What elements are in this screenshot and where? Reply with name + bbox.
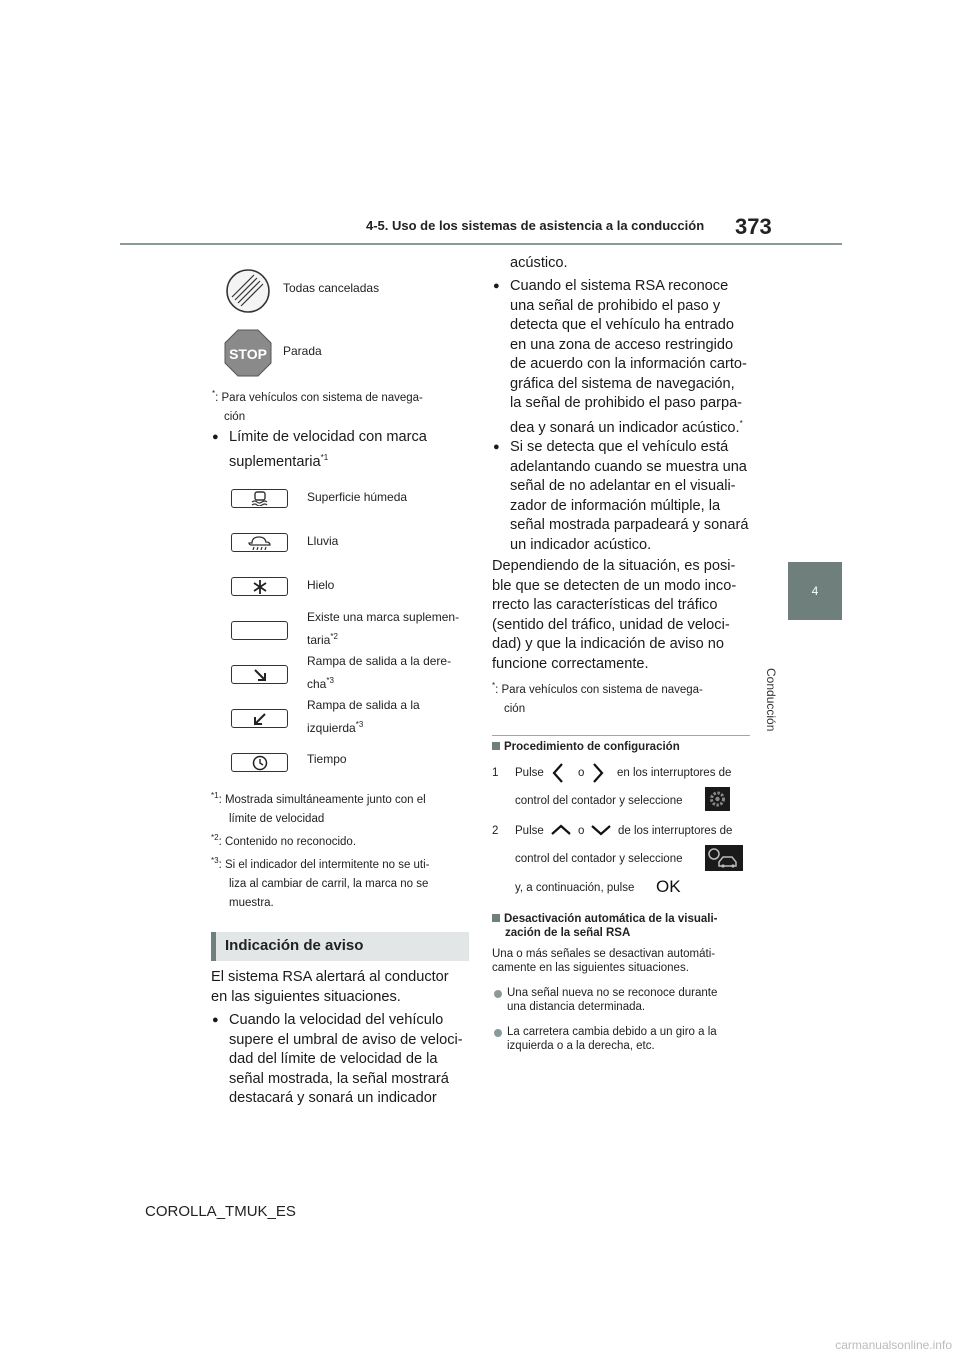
- chevron-down-icon: [590, 824, 612, 836]
- deactivation-heading: Desactivación automática de la visuali- zación de la señal RSA: [492, 912, 717, 940]
- sign-label: Parada: [283, 344, 322, 358]
- supp-sign-label: Rampa de salida a la izquierda$^{*3}$: [307, 698, 420, 735]
- step-1-line-1: 1 Pulse o en los interruptores de: [492, 764, 752, 784]
- chapter-tab: [788, 562, 842, 620]
- footnote-nav: *: Para vehículos con sistema de navega- ción: [212, 389, 423, 423]
- supp-sign-label: Lluvia: [307, 534, 339, 548]
- procedure-heading: Procedimiento de configuración: [492, 740, 680, 754]
- bullet-supplementary: ● Límite de velocidad con marca suplementaria$^{*1}$: [212, 429, 427, 470]
- arrow-down-left-icon: [231, 709, 288, 728]
- list-bullet: [494, 1029, 502, 1037]
- chevron-up-icon: [550, 824, 572, 836]
- deactivation-item: Una señal nueva no se reconoce durante una distancia determinada.: [507, 987, 718, 1013]
- continued-text: acústico.: [510, 255, 568, 271]
- supp-sign-label: Hielo: [307, 578, 335, 592]
- divider: [492, 735, 750, 736]
- step-2-line-2: control del contador y seleccione: [515, 853, 683, 865]
- deactivation-intro: Una o más señales se desactivan automáti- camente en las siguientes situaciones.: [492, 948, 716, 974]
- stop-sign-icon: [224, 329, 272, 377]
- intro-paragraph: El sistema RSA alertará al conductor en las siguientes situaciones.: [211, 969, 449, 1005]
- sign-label: Todas canceladas: [283, 281, 380, 295]
- snowflake-icon: [231, 577, 288, 596]
- chevron-left-icon: [552, 762, 564, 784]
- bullet-overtake: ● Si se detecta que el vehículo está adelantando cuando se muestra una señal de no adelantar en el visuali- zador de información múltiple, la señal mostrada parpadeará y sonará un indicador acústico.: [493, 439, 749, 553]
- section-title: 4-5. Uso de los sistemas de asistencia a la conducción: [366, 218, 705, 233]
- bullet-speed-warning: ● Cuando la velocidad del vehículo supere el umbral de aviso de veloci- dad del límite de velocidad de la señal mostrada, la señal mostrará destacará y sonará un indicador: [212, 1012, 463, 1106]
- arrow-down-right-icon: [231, 665, 288, 684]
- supp-sign-label: Superficie húmeda: [307, 490, 408, 504]
- footnote-1: $^{*1}$: Mostrada simultáneamente junto con el límite de velocidad: [211, 791, 426, 825]
- supp-sign-label: Rampa de salida a la dere- cha$^{*3}$: [307, 654, 452, 691]
- footnote-nav-right: *: Para vehículos con sistema de navega- ción: [492, 681, 703, 715]
- step-2-line-3: y, a continuación, pulse: [515, 882, 635, 894]
- deactivation-item: La carretera cambia debido a un giro a la izquierda o a la derecha, etc.: [507, 1026, 717, 1052]
- blank-plate-icon: [231, 621, 288, 640]
- watermark: carmanualsonline.info: [835, 1338, 952, 1352]
- header-rule: [120, 243, 842, 245]
- step-2-line-1: 2 Pulse o de los interruptores de: [492, 825, 733, 837]
- supp-sign-label: Tiempo: [307, 752, 347, 766]
- all-canceled-sign-icon: [225, 268, 271, 314]
- page-number: 373: [735, 214, 772, 239]
- step-1-line-2: control del contador y seleccione: [515, 795, 683, 807]
- ok-button-icon: OK: [656, 877, 681, 896]
- wet-road-icon: [231, 489, 288, 508]
- list-bullet: [494, 990, 502, 998]
- model-code: COROLLA_TMUK_ES: [145, 1203, 296, 1220]
- footnote-2: $^{*2}$: Contenido no reconocido.: [211, 833, 357, 848]
- section-heading: Indicación de aviso: [211, 932, 469, 961]
- supp-sign-label: Existe una marca suplemen- taria$^{*2}$: [307, 610, 460, 647]
- detection-paragraph: Dependiendo de la situación, es posi- ble que se detecten de un modo inco- rrecto las características del tráfico (sentido del tráfico, unidad de veloci- dad) y que la indicación de aviso no funcione correctamente.: [492, 558, 737, 672]
- rsa-car-icon: [705, 845, 743, 871]
- bullet-no-entry: ● Cuando el sistema RSA reconoce una señal de prohibido el paso y detecta que el vehículo ha entrado en una zona de acceso restringido de acuerdo con la información carto- gráfica del sistema de navegación, la señal de prohibido el paso parpa- dea y sonará un indicador acústico.*: [493, 278, 747, 436]
- rain-icon: [231, 533, 288, 552]
- chapter-label: Conducción: [764, 668, 778, 732]
- chevron-right-icon: [592, 762, 604, 784]
- footnote-3: $^{*3}$: Si el indicador del intermitente no se uti- liza al cambiar de carril, la marca no se muestra.: [211, 856, 430, 909]
- clock-icon: [231, 753, 288, 772]
- stop-sign-text: STOP: [229, 346, 267, 362]
- gear-icon: [705, 787, 730, 811]
- chapter-number: 4: [811, 584, 819, 598]
